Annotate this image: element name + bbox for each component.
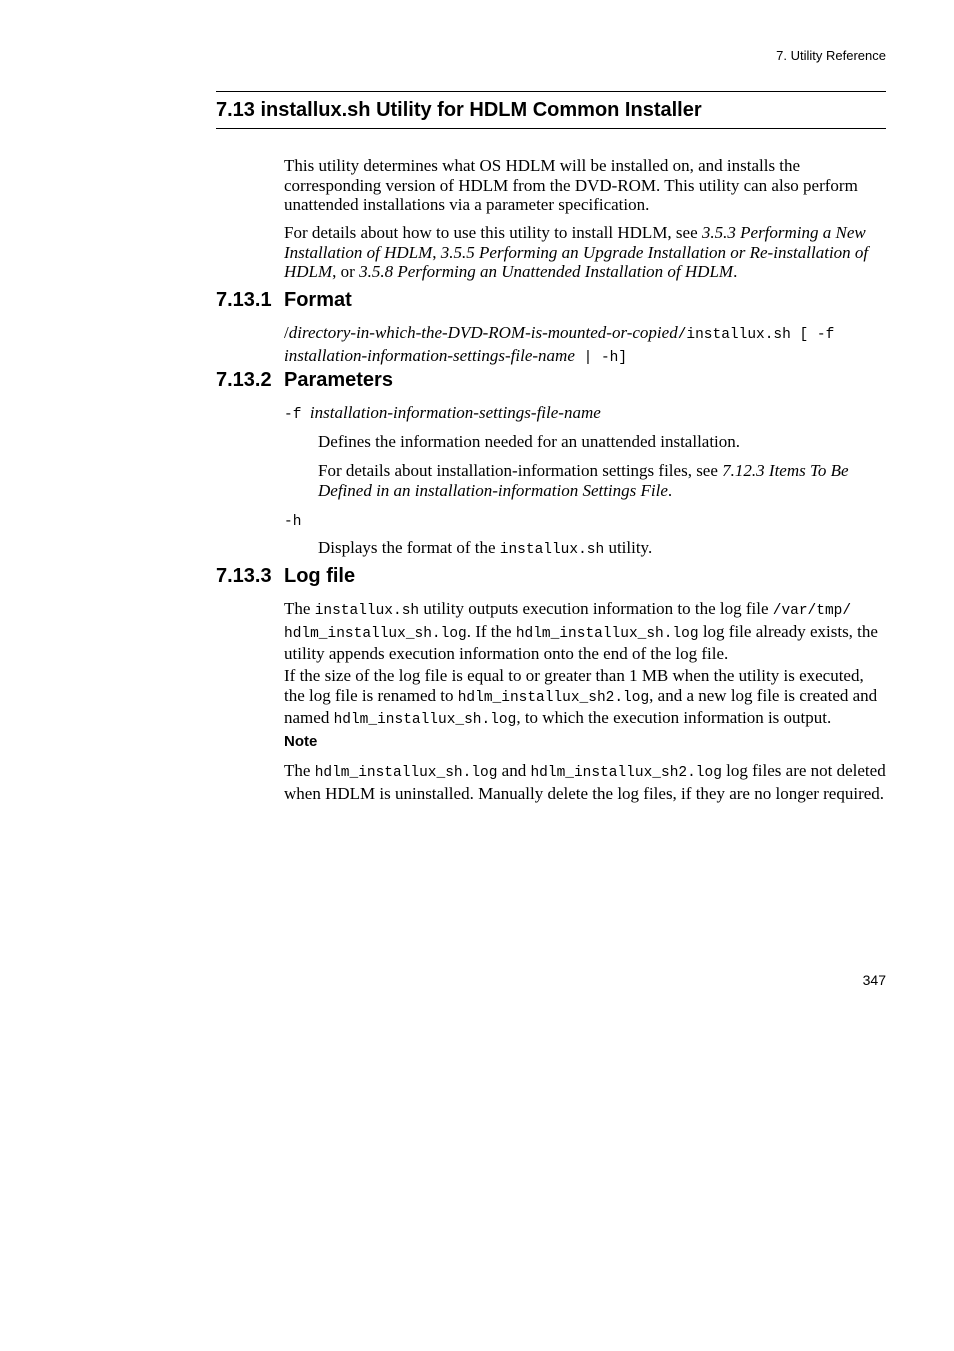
- intro-separator: , or: [332, 262, 360, 281]
- param-desc-text: Defines the information needed for an unattended installation.: [318, 432, 741, 451]
- logfile-paragraph-2: [284, 666, 888, 731]
- syntax-file-placeholder: installation-information-settings-file-name: [284, 345, 575, 365]
- note-paragraph: [284, 761, 888, 803]
- inline-code: installux.sh: [499, 542, 605, 558]
- text: The: [284, 761, 315, 780]
- syntax-command: /installux.sh [ -f: [677, 327, 835, 343]
- syntax-tail: | -h]: [574, 349, 628, 366]
- heading-number: 7.13.1: [216, 289, 272, 311]
- inline-code: installux.sh: [314, 603, 420, 619]
- logfile-paragraph-1: [284, 599, 888, 664]
- intro-prefix: For details about how to use this utility to install HDLM, see: [284, 223, 702, 242]
- inline-code: hdlm_installux_sh2.log: [530, 765, 722, 781]
- heading-text: Parameters: [284, 369, 393, 391]
- param-f-term: [284, 403, 888, 426]
- intro-suffix: .: [733, 262, 738, 281]
- running-header: 7. Utility Reference: [776, 48, 886, 63]
- text: . If the: [466, 621, 516, 641]
- param-placeholder: installation-information-settings-file-name: [309, 403, 601, 422]
- text: , and a new log file is created and named: [284, 685, 878, 727]
- text: and: [497, 761, 531, 780]
- note-label: Note: [284, 733, 318, 750]
- cross-reference-link[interactable]: 3.5.8 Performing an Unattended Installation of HDLM: [359, 262, 734, 281]
- text: utility outputs execution information to the log file: [419, 599, 773, 618]
- intro-paragraph-1: [284, 156, 888, 215]
- syntax-slash: /: [284, 323, 289, 342]
- intro-paragraph-2: [284, 223, 888, 282]
- param-more-prefix: For details about installation-information settings files, see: [318, 461, 723, 480]
- text: If the size of the log file is equal to or greater than 1 MB when the utility is executed, the log file is renamed to: [284, 666, 864, 705]
- cross-reference-link[interactable]: 3.5.5 Performing an Upgrade Installation or Re-installation of HDLM: [284, 242, 869, 281]
- cross-reference-link[interactable]: 7.12.3 Items To Be Defined in an installation-information Settings File: [318, 461, 849, 500]
- section-title: 7.13 installux.sh Utility for HDLM Common Installer: [216, 91, 886, 129]
- param-more-suffix: .: [667, 480, 673, 500]
- param-flag: -f: [284, 407, 302, 423]
- text: , to which the execution information is output.: [516, 708, 832, 727]
- cross-reference-link[interactable]: 3.5.3 Performing a New Installation of HDLM: [284, 223, 866, 262]
- intro-separator: ,: [432, 242, 441, 262]
- heading-number: 7.13.2: [216, 369, 272, 391]
- param-desc-prefix: Displays the format of the: [318, 538, 500, 557]
- inline-code: hdlm_installux_sh2.log: [457, 689, 650, 706]
- param-h-term: [284, 510, 888, 533]
- param-flag: -h: [284, 514, 302, 530]
- format-heading: [216, 289, 352, 312]
- text: log files are not deleted when HDLM is uninstalled. Manually delete the log files, if they are no longer required.: [284, 761, 886, 803]
- inline-code: hdlm_installux_sh.log: [314, 765, 498, 781]
- inline-code: hdlm_installux_sh.log: [284, 625, 467, 642]
- intro-text: This utility determines what OS HDLM will be installed on, and installs the corresponding version of HDLM from the DVD-ROM. This utility can also perform unattended installations via a parameter specification.: [284, 156, 858, 214]
- inline-code: hdlm_installux_sh.log: [515, 625, 699, 642]
- parameters-heading: [216, 369, 393, 392]
- heading-text: Log file: [284, 565, 356, 587]
- text: The: [284, 599, 315, 618]
- inline-code: /var/tmp/: [772, 603, 852, 619]
- format-syntax: [284, 323, 888, 368]
- heading-number: 7.13.3: [216, 565, 272, 587]
- syntax-directory-placeholder: directory-in-which-the-DVD-ROM-is-mounted-or-copied: [288, 323, 678, 342]
- heading-text: Format: [284, 289, 352, 311]
- inline-code: hdlm_installux_sh.log: [333, 712, 517, 728]
- text: log file already exists, the utility appends execution information onto the end of the log file.: [284, 621, 878, 663]
- logfile-heading: [216, 565, 355, 588]
- page-number: 347: [862, 972, 886, 988]
- param-f-more: [318, 461, 888, 500]
- param-f-description: [318, 432, 888, 452]
- param-h-description: [318, 538, 888, 561]
- param-desc-suffix: utility.: [604, 538, 653, 557]
